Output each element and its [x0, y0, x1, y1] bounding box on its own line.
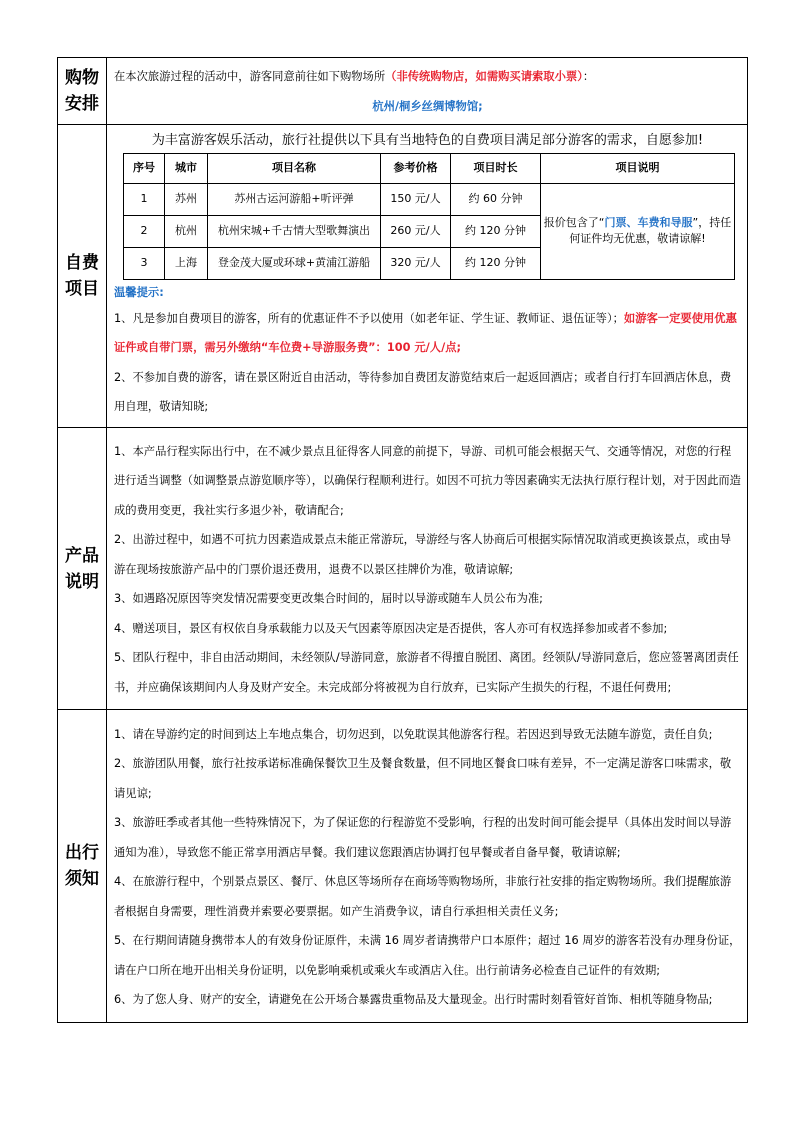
row-no: 1 [124, 183, 165, 215]
product-item-4: 4、赠送项目，景区有权依自身承载能力以及天气因素等原因决定是否提供，客人亦可有权选择参加或者不参加; [114, 621, 668, 635]
notice-item-1: 1、请在导游约定的时间到达上车地点集合，切勿迟到，以免耽误其他游客行程。若因迟到导致无法随车游览，责任自负; [114, 727, 713, 741]
itinerary-table [57, 57, 748, 1023]
header-no: 序号 [124, 153, 165, 183]
shopping-intro-text: 在本次旅游过程的活动中，游客同意前往如下购物场所 [114, 70, 386, 83]
notice-item-3: 3、旅游旺季或者其他一些特殊情况下，为了保证您的行程游览不受影响，行程的出发时间可能会提早（具体出发时间以导游通知为准），导致您不能正常享用酒店早餐。我们建议您跟酒店协调打包早餐或者自备早餐，敬请谅解; [114, 816, 732, 859]
tip-1-red: 如游客一定要使用优惠证件或自带门票，需另外缴纳“车位费+导游服务费”：100 元/人/点; [114, 311, 737, 354]
selfpay-header-row [124, 153, 735, 183]
notice-row [58, 710, 748, 1023]
selfpay-row [58, 125, 748, 428]
header-duration: 项目时长 [451, 153, 541, 183]
row-name: 登金茂大厦或环球+黄浦江游船 [208, 247, 381, 279]
header-note: 项目说明 [541, 153, 735, 183]
product-label-line1: 产品 [65, 545, 99, 566]
product-content [107, 428, 748, 710]
product-item-5: 5、团队行程中，非自由活动期间，未经领队/导游同意，旅游者不得擅自脱团、离团。经领队/导游同意后，您应签署离团责任书，并应确保该期间内人身及财产安全。未完成部分将被视为自行放弃，已实际产生损失的行程，不退任何费用; [114, 651, 739, 694]
row-city: 苏州 [165, 183, 208, 215]
notice-label-line1: 出行 [65, 843, 99, 863]
notice-label-line2: 须知 [65, 869, 99, 889]
shopping-label [58, 58, 107, 125]
product-item-2: 2、出游过程中，如遇不可抗力因素造成景点未能正常游玩，导游经与客人协商后可根据实际情况取消或更换该景点，或由导游在现场按旅游产品中的门票价退还费用，退费不以景区挂牌价为准，敬请谅解; [114, 533, 732, 576]
row-duration: 约 60 分钟 [451, 183, 541, 215]
tips-title: 温馨提示: [114, 285, 164, 299]
notice-item-5: 5、在行期间请随身携带本人的有效身份证原件，未满 16 周岁者请携带户口本原件；超过 16 周岁的游客若没有办理身份证，请在户口所在地开出相关身份证明，以免影响乘机或乘火车或酒店入住。出行前请务必检查自己证件的有效期; [114, 934, 741, 977]
tip-1 [114, 304, 741, 363]
shopping-intro [114, 62, 741, 92]
header-name: 项目名称 [208, 153, 381, 183]
row-city: 上海 [165, 247, 208, 279]
shopping-label-line2: 安排 [65, 94, 99, 114]
shopping-content [107, 58, 748, 125]
itinerary-page [57, 57, 748, 1023]
note-pre: 报价包含了“ [543, 216, 605, 229]
shopping-place: 杭州/桐乡丝绸博物馆; [372, 100, 483, 113]
note-post: ”，持任何证件均无优惠，敬请谅解! [569, 216, 732, 245]
row-no: 3 [124, 247, 165, 279]
row-duration: 约 120 分钟 [451, 247, 541, 279]
product-item-1: 1、本产品行程实际出行中，在不减少景点且征得客人同意的前提下，导游、司机可能会根据天气、交通等情况，对您的行程进行适当调整（如调整景点游览顺序等），以确保行程顺利进行。如因不可抗力等因素确实无法执行原行程计划，对于因此而造成的费用变更，我社实行多退少补，敬请配合; [114, 444, 741, 517]
selfpay-content [107, 125, 748, 428]
product-row [58, 428, 748, 710]
notice-item-2: 2、旅游团队用餐，旅行社按承诺标准确保餐饮卫生及餐食数量，但不同地区餐食口味有差异，不一定满足游客口味需求，敬请见谅; [114, 757, 732, 800]
selfpay-intro: 为丰富游客娱乐活动，旅行社提供以下具有当地特色的自费项目满足部分游客的需求，自愿参加! [151, 132, 704, 148]
tip-1-text: 1、凡是参加自费项目的游客，所有的优惠证件不予以使用（如老年证、学生证、教师证、退伍证等）； [114, 311, 624, 325]
notice-item-6: 6、为了您人身、财产的安全，请避免在公开场合暴露贵重物品及大量现金。出行时需时刻看管好首饰、相机等随身物品; [114, 993, 713, 1006]
shopping-label-line1: 购物 [65, 68, 99, 88]
row-price: 260 元/人 [381, 215, 451, 247]
row-duration: 约 120 分钟 [451, 215, 541, 247]
selfpay-label [58, 125, 107, 428]
row-name: 苏州古运河游船+听评弹 [208, 183, 381, 215]
shopping-intro-red: （非传统购物店，如需购买请索取小票） [385, 70, 583, 83]
tip-2: 2、不参加自费的游客，请在景区附近自由活动，等待参加自费团友游览结束后一起返回酒店；或者自行打车回酒店休息，费用自理，敬请知晓; [114, 370, 732, 413]
selfpay-note [541, 183, 735, 279]
notice-content [107, 710, 748, 1023]
shopping-row [58, 58, 748, 125]
selfpay-items-table [123, 153, 735, 280]
row-price: 320 元/人 [381, 247, 451, 279]
product-label-line2: 说明 [65, 571, 99, 592]
product-item-3: 3、如遇路况原因等突发情况需要变更改集合时间的，届时以导游或随车人员公布为准; [114, 592, 543, 606]
shopping-intro-end: ： [582, 70, 595, 83]
notice-label [58, 710, 107, 1023]
selfpay-label-line1: 自费 [65, 253, 99, 273]
header-city: 城市 [165, 153, 208, 183]
table-row [124, 183, 735, 215]
row-no: 2 [124, 215, 165, 247]
notice-item-4: 4、在旅游行程中，个别景点景区、餐厅、休息区等场所存在商场等购物场所，非旅行社安排的指定购物场所。我们提醒旅游者根据自身需要，理性消费并索要必要票据。如产生消费争议，请自行承担相关责任义务; [114, 875, 732, 918]
product-label [58, 428, 107, 710]
header-price: 参考价格 [381, 153, 451, 183]
note-blue: 门票、车费和导服 [604, 216, 693, 229]
row-city: 杭州 [165, 215, 208, 247]
row-price: 150 元/人 [381, 183, 451, 215]
selfpay-label-line2: 项目 [65, 279, 99, 299]
row-name: 杭州宋城+千古情大型歌舞演出 [208, 215, 381, 247]
